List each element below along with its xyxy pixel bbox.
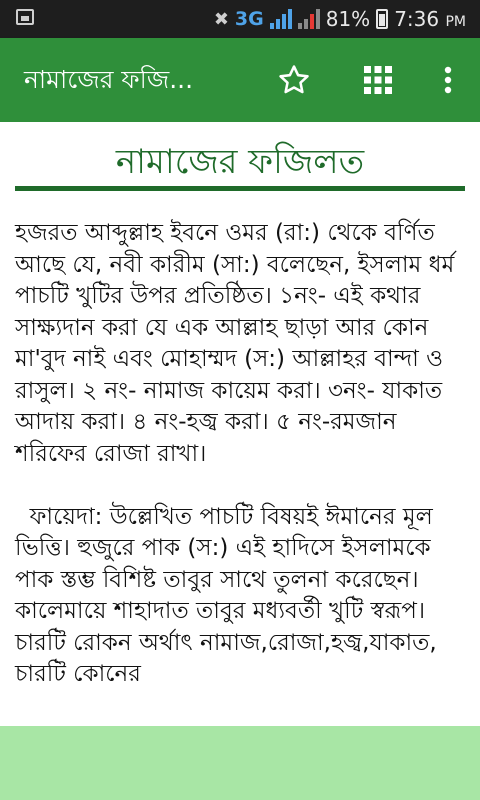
article-heading: নামাজের ফজিলত (115, 142, 365, 182)
status-icons (214, 0, 466, 38)
status-bar (0, 0, 480, 38)
overflow-menu-button[interactable] (420, 38, 476, 122)
mute-icon: ✖ (213, 8, 229, 30)
article-body: হজরত আব্দুল্লাহ ইবনে ওমর (রা:) থেকে বর্ণিত আছে যে, নবী কারীম (সা:) বলেছেন, ইসলাম ধর্ম পাচটি খুটির উপর প্রতিষ্ঠিত। ১নং- এই কথার সাক্ষ্যদান করা যে এক আল্লাহ ছাড়া আর কোন মা'বুদ নাই এবং মোহাম্মদ (স:) আল্লাহর বান্দা ও রাসুল। ২ নং- নামাজ কায়েম করা। ৩নং- যাকাত আদায় করা। ৪ নং-হজ্ব করা। ৫ নং-রমজান শরিফের রোজা রাখা। ফায়েদা: উল্লেখিত পাচটি বিষয়ই ঈমানের মূল ভিত্তি। হুজুরে পাক (স:) এই হাদিসে ইসলামকে পাক স্তম্ভ বিশিষ্ট তাবুর সাথে তুলনা করেছেন। কালেমায়ে শাহাদাত তাবুর মধ্যবর্তী খুটি স্বরূপ। চারটি রোকন অর্থাৎ নামাজ,রোজা,হজ্ব,যাকাত, চারটি কোনের (15, 220, 455, 687)
app-bar-title: নামাজের ফজি... (24, 65, 194, 94)
clock: 7:36 PM (394, 7, 466, 31)
battery-percent: 81% (325, 7, 371, 31)
bottom-banner-area (0, 726, 480, 800)
star-icon (277, 63, 311, 97)
network-type: 3G (234, 8, 264, 30)
image-icon (16, 9, 34, 25)
grid-icon (364, 66, 392, 94)
signal-secondary-icon (298, 9, 320, 29)
signal-icon (270, 9, 292, 29)
more-vert-icon (444, 66, 452, 94)
favorite-button[interactable] (266, 38, 322, 122)
article-scroll-area[interactable] (0, 122, 480, 726)
battery-icon (376, 9, 388, 29)
app-bar (0, 38, 480, 122)
grid-menu-button[interactable] (350, 38, 406, 122)
heading-divider (15, 186, 465, 191)
